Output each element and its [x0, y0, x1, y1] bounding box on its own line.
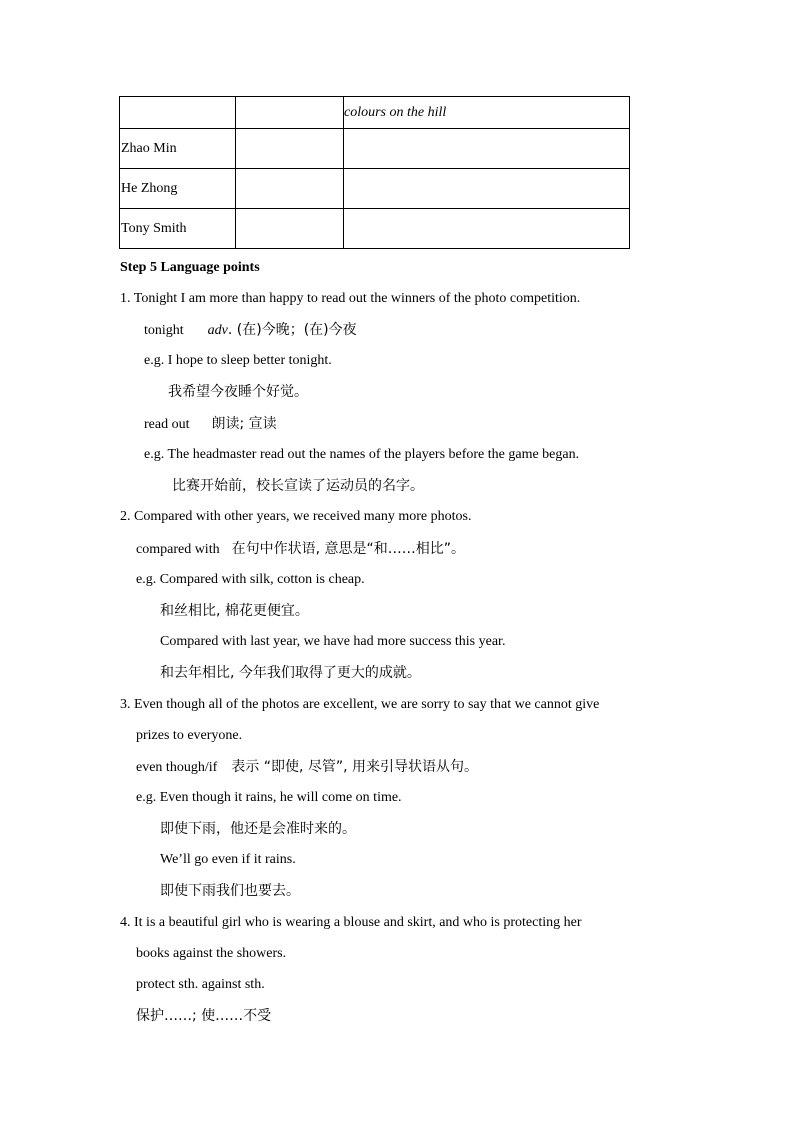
vocab-definition: 表示 “即使, 尽管”, 用来引导状语从句。 — [231, 759, 479, 775]
table-cell: Zhao Min — [120, 129, 236, 169]
vocab-line — [136, 540, 465, 559]
table-row — [120, 169, 630, 209]
table-cell — [344, 129, 630, 169]
vocab-word: protect sth. against sth. — [136, 977, 265, 992]
table-cell: He Zhong — [120, 169, 236, 209]
table-cell: colours on the hill — [344, 97, 630, 129]
table-row — [120, 209, 630, 249]
point-sentence: 2. Compared with other years, we received many more photos. — [120, 509, 472, 524]
table-cell: Tony Smith — [120, 209, 236, 249]
table-cell — [236, 209, 344, 249]
vocab-definition: 保护……; 使……不受 — [136, 1008, 272, 1024]
example-sentence: e.g. I hope to sleep better tonight. — [144, 353, 332, 368]
info-table — [119, 96, 630, 249]
example-translation: 即使下雨，他还是会准时来的。 — [160, 821, 356, 837]
table-cell — [236, 129, 344, 169]
example-sentence: Compared with last year, we have had more success this year. — [160, 634, 506, 649]
table-row — [120, 129, 630, 169]
point-sentence-continued: books against the showers. — [136, 946, 287, 961]
example-sentence: We’ll go even if it rains. — [160, 852, 296, 867]
example-translation: 和去年相比, 今年我们取得了更大的成就。 — [160, 665, 421, 681]
vocab-definition: 朗读; 宣读 — [211, 416, 277, 432]
table-cell — [236, 97, 344, 129]
table-cell — [120, 97, 236, 129]
point-sentence: 3. Even though all of the photos are excellent, we are sorry to say that we cannot give — [120, 697, 600, 712]
vocab-line — [144, 415, 277, 434]
example-translation: 我希望今夜睡个好觉。 — [168, 384, 308, 400]
point-sentence: 1. Tonight I am more than happy to read out the winners of the photo competition. — [120, 291, 581, 306]
point-sentence: 4. It is a beautiful girl who is wearing a blouse and skirt, and who is protecting her — [120, 915, 582, 930]
part-of-speech: adv — [207, 323, 228, 338]
vocab-definition: 在句中作状语, 意思是“和……相比”。 — [231, 541, 465, 557]
vocab-word: read out — [144, 417, 190, 432]
vocab-definition: . (在)今晚；(在)今夜 — [227, 322, 357, 338]
vocab-word: compared with — [136, 542, 220, 557]
table-header-row — [120, 97, 630, 129]
table-cell — [344, 169, 630, 209]
vocab-word: even though/if — [136, 760, 218, 775]
example-translation: 和丝相比, 棉花更便宜。 — [160, 603, 309, 619]
example-sentence: e.g. Even though it rains, he will come on time. — [136, 790, 402, 805]
example-translation: 比赛开始前，校长宣读了运动员的名字。 — [172, 478, 424, 494]
vocab-line — [136, 758, 478, 777]
table-cell — [236, 169, 344, 209]
vocab-word: tonight — [144, 323, 184, 338]
example-sentence: e.g. The headmaster read out the names of the players before the game began. — [144, 447, 580, 462]
example-sentence: e.g. Compared with silk, cotton is cheap. — [136, 572, 365, 587]
table-cell — [344, 209, 630, 249]
point-sentence-continued: prizes to everyone. — [136, 728, 243, 743]
example-translation: 即使下雨我们也要去。 — [160, 883, 300, 899]
vocab-line — [144, 321, 357, 340]
section-heading: Step 5 Language points — [120, 260, 260, 275]
